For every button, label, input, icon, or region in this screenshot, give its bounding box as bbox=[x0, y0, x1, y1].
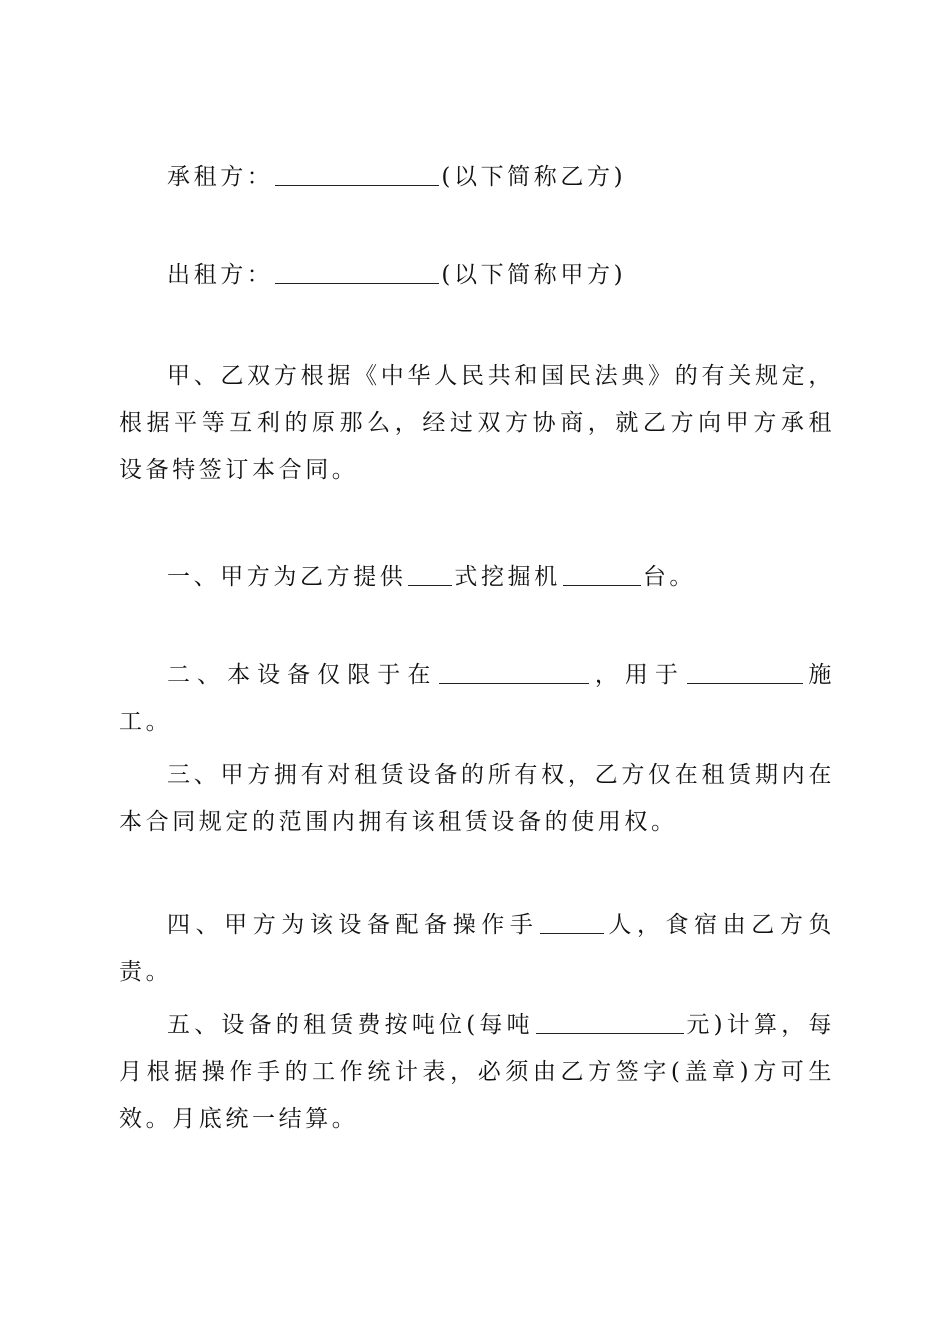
clause-1-text-b: 式挖掘机 bbox=[454, 564, 561, 590]
lessor-label: 出租方： bbox=[167, 262, 274, 288]
excavator-type-blank[interactable] bbox=[408, 563, 452, 586]
clause-2-text-c: 施工。 bbox=[119, 662, 835, 735]
location-blank[interactable] bbox=[439, 661, 589, 684]
clause-2-text-a: 二、本设备仅限于在 bbox=[167, 662, 438, 688]
intro-paragraph: 甲、乙双方根据《中华人民共和国民法典》的有关规定，根据平等互利的原那么，经过双方协商，就乙方向甲方承租设备特签订本合同。 bbox=[119, 363, 835, 483]
lessor-note: (以下简称甲方) bbox=[441, 262, 627, 288]
lessee-line bbox=[119, 154, 835, 201]
purpose-blank[interactable] bbox=[687, 661, 803, 684]
clause-1-text-a: 一、甲方为乙方提供 bbox=[167, 564, 407, 590]
clause-1-text-c: 台。 bbox=[642, 564, 697, 590]
lessee-name-blank[interactable] bbox=[275, 163, 439, 186]
lessor-name-blank[interactable] bbox=[275, 261, 439, 284]
price-per-ton-blank[interactable] bbox=[536, 1011, 684, 1034]
clause-4 bbox=[119, 902, 835, 996]
lessee-note: (以下简称乙方) bbox=[441, 164, 627, 190]
clause-4-text-b: 人，食宿由乙方负责。 bbox=[119, 912, 835, 985]
lessor-line bbox=[119, 252, 835, 299]
clause-5-text-a: 五、设备的租赁费按吨位(每吨 bbox=[167, 1012, 534, 1038]
clause-3: 三、甲方拥有对租赁设备的所有权，乙方仅在租赁期内在本合同规定的范围内拥有该租赁设备的使用权。 bbox=[119, 762, 835, 835]
clause-5 bbox=[119, 1002, 835, 1143]
clause-2 bbox=[119, 652, 835, 746]
clause-5-text-b: 元)计算，每月根据操作手的工作统计表，必须由乙方签字(盖章)方可生效。月底统一结算。 bbox=[119, 1012, 835, 1132]
excavator-count-blank[interactable] bbox=[563, 563, 641, 586]
lessee-label: 承租方： bbox=[167, 164, 274, 190]
clause-2-text-b: ，用于 bbox=[591, 662, 685, 688]
clause-1 bbox=[119, 554, 835, 601]
clause-4-text-a: 四、甲方为该设备配备操作手 bbox=[167, 912, 539, 938]
operator-count-blank[interactable] bbox=[540, 911, 604, 934]
